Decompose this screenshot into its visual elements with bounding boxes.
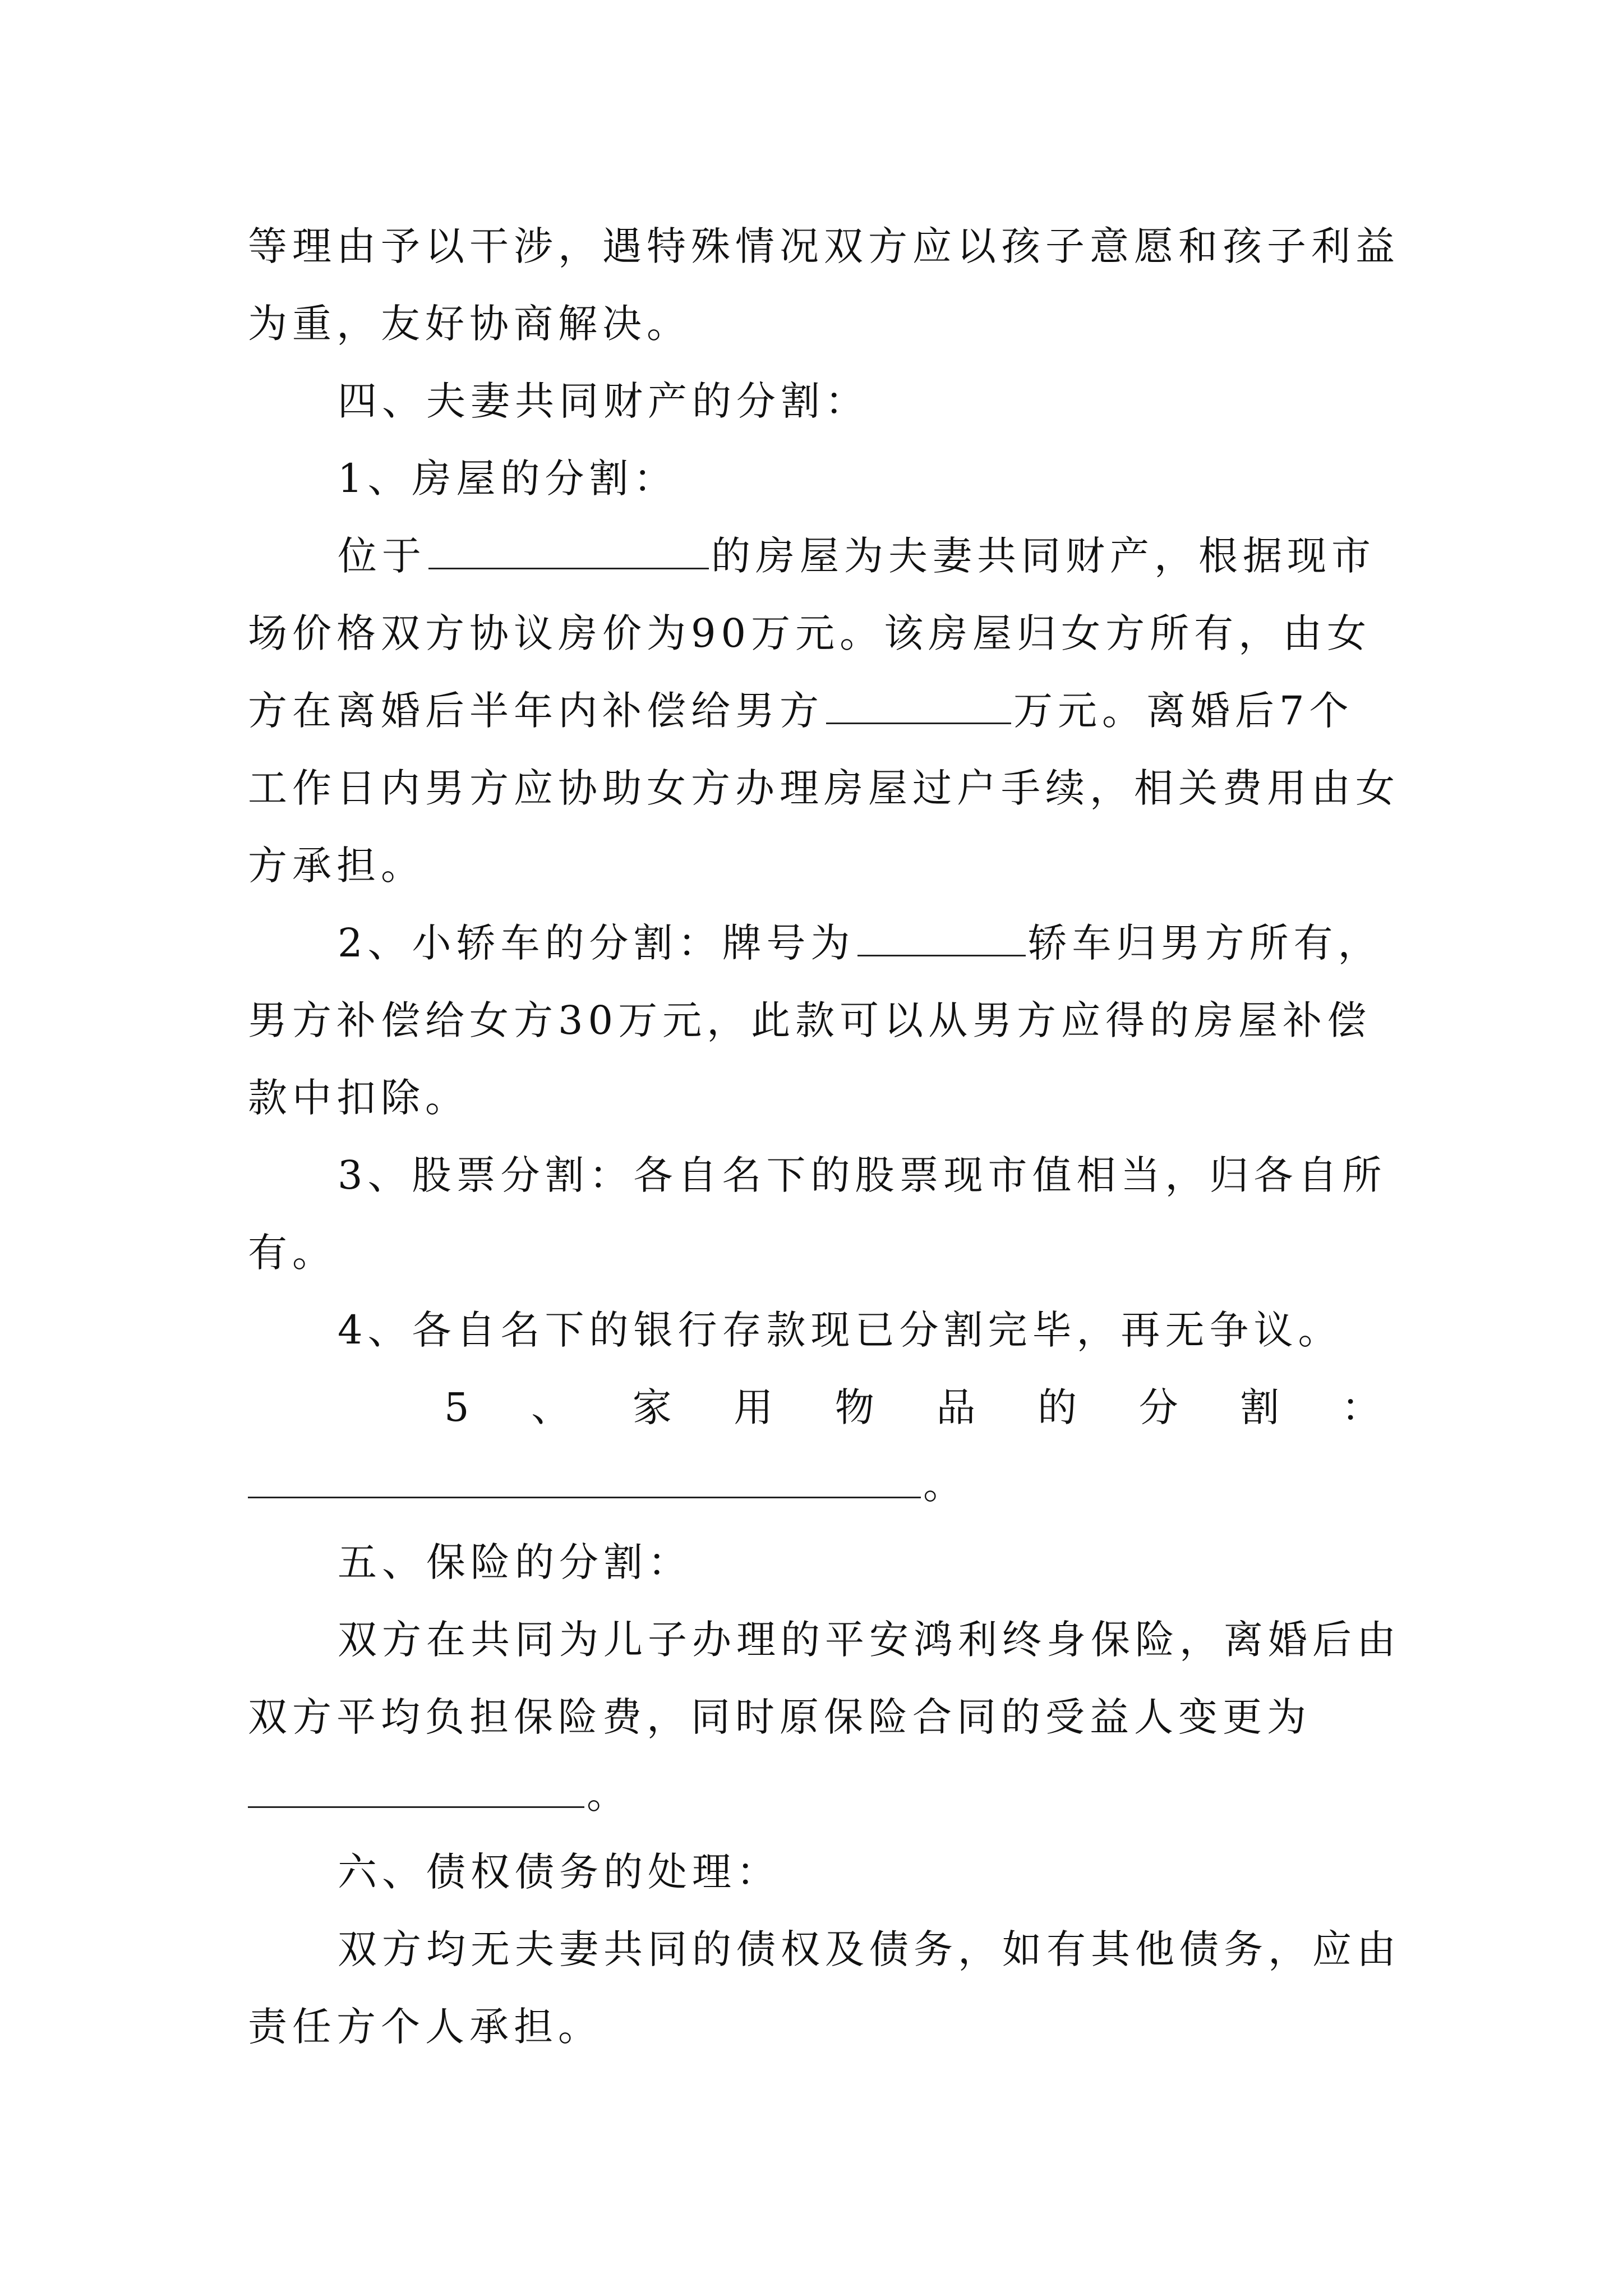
beneficiary-blank <box>248 1772 584 1808</box>
section-heading-insurance: 五、保险的分割： <box>338 1539 692 1585</box>
paragraph-line: 双方平均负担保险费，同时原保险合同的受益人变更为 <box>248 1694 1311 1740</box>
text-span: 的房屋为夫妻共同财产，根据现市 <box>711 533 1376 579</box>
paragraph-line: 场价格双方协议房价为90万元。该房屋归女方所有，由女 <box>248 610 1372 656</box>
paragraph-line: 责任方个人承担。 <box>248 2004 602 2050</box>
glyph: 、 <box>531 1384 571 1430</box>
text-span: 方在离婚后半年内补偿给男方 <box>248 688 824 734</box>
paragraph-line: 等理由予以干涉，遇特殊情况双方应以孩子意愿和孩子利益 <box>248 223 1400 269</box>
paragraph-line <box>248 1756 1386 1833</box>
paragraph-line: 双方在共同为儿子办理的平安鸿利终身保险，离婚后由 <box>338 1617 1401 1663</box>
section-heading-debts: 六、债权债务的处理： <box>338 1849 781 1895</box>
paragraph-line: 双方均无夫妻共同的债权及债务，如有其他债务，应由 <box>338 1926 1401 1972</box>
document-body <box>248 208 1401 2065</box>
text-span: 。 <box>923 1462 967 1508</box>
household-items-blank <box>248 1462 921 1498</box>
section-heading-property: 四、夫妻共同财产的分割： <box>338 378 869 424</box>
house-location-blank <box>428 533 709 569</box>
paragraph-line <box>248 517 1386 595</box>
text-span: 。 <box>587 1772 631 1818</box>
paragraph-line: 有。 <box>248 1230 336 1276</box>
glyph: ： <box>1341 1384 1381 1430</box>
compensation-amount-blank <box>826 688 1011 724</box>
paragraph-line <box>248 672 1386 749</box>
glyph: 用 <box>734 1384 773 1430</box>
paragraph-line: 3、股票分割：各自名下的股票现市值相当，归各自所 <box>338 1152 1387 1198</box>
paragraph-line: 工作日内男方应协助女方办理房屋过户手续，相关费用由女 <box>248 765 1400 811</box>
glyph: 的 <box>1038 1384 1077 1430</box>
paragraph-line: 男方补偿给女方30万元，此款可以从男方应得的房屋补偿 <box>248 997 1372 1043</box>
paragraph-line: 方承担。 <box>248 843 425 889</box>
glyph: 割 <box>1240 1384 1280 1430</box>
paragraph-line: 为重，友好协商解决。 <box>248 301 691 347</box>
paragraph-line <box>248 1446 1386 1524</box>
glyph: 分 <box>1138 1384 1178 1430</box>
glyph: 物 <box>834 1384 874 1430</box>
paragraph-line: 4、各自名下的银行存款现已分割完毕，再无争议。 <box>338 1307 1343 1353</box>
glyph: 5 <box>444 1384 469 1430</box>
glyph: 品 <box>936 1384 976 1430</box>
text-span: 2、小轿车的分割：牌号为 <box>338 920 855 966</box>
plate-number-blank <box>857 920 1026 956</box>
justified-heading-household-items <box>248 1369 1386 1446</box>
subheading-house: 1、房屋的分割： <box>338 455 678 501</box>
paragraph-line: 款中扣除。 <box>248 1075 469 1121</box>
text-span: 位于 <box>338 533 426 579</box>
text-span: 轿车归男方所有， <box>1027 920 1382 966</box>
paragraph-line <box>248 904 1386 982</box>
glyph: 家 <box>632 1384 672 1430</box>
text-span: 万元。离婚后7个 <box>1013 688 1354 734</box>
